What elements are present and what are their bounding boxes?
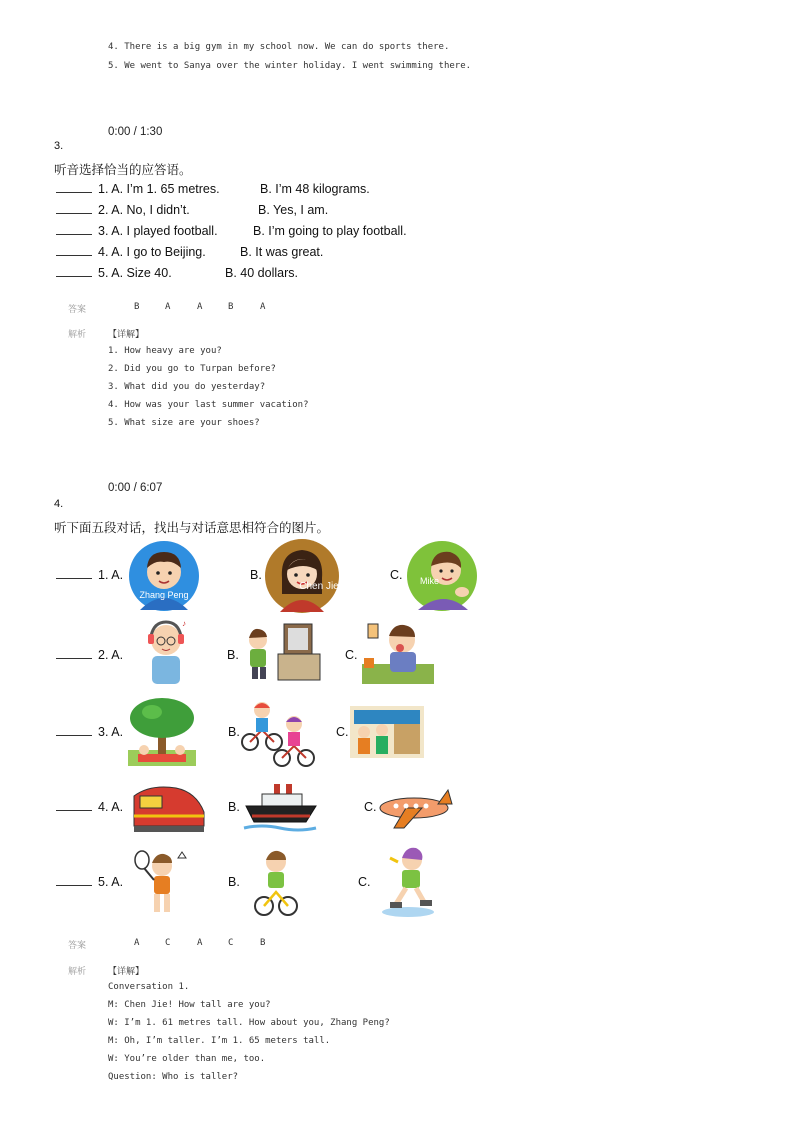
q4-explain-line: Question: Who is taller? — [108, 1072, 239, 1082]
picnic-under-tree-image — [128, 696, 196, 768]
q3-answer-4: B — [228, 302, 234, 312]
q4-answer-1: A — [134, 938, 140, 948]
boy-riding-bike-image — [254, 848, 298, 918]
girl-roller-skating-image — [380, 846, 436, 918]
question-4-instruction: 听下面五段对话，找出与对话意思相符合的图片。 — [54, 521, 330, 535]
q3-item-3-option-b: B. I’m going to play football. — [253, 224, 407, 238]
q3-item-2-option-b: B. Yes, I am. — [258, 203, 329, 217]
q4-row-5-option-b: B. — [228, 875, 240, 889]
q4-row-3-option-b: B. — [228, 725, 240, 739]
q3-item-1-option-b: B. I’m 48 kilograms. — [260, 182, 370, 196]
q4-answer-5: B — [260, 938, 266, 948]
answer-blank[interactable] — [56, 568, 92, 579]
q3-explain-line: 1. How heavy are you? — [108, 346, 222, 356]
q4-explain-line: Conversation 1. — [108, 982, 190, 992]
q4-row-1-option-c: C. — [390, 568, 403, 582]
avatar-name-label: Mike — [420, 576, 440, 586]
q4-answer-2: C — [165, 938, 171, 948]
q4-row-3-option-c: C. — [336, 725, 349, 739]
q4-explain-head: 【详解】 — [108, 967, 145, 977]
q4-row-4-option-b: B. — [228, 800, 240, 814]
boy-eating-picnic-image — [360, 618, 436, 690]
q3-item-5: 5. A. Size 40. — [56, 266, 172, 280]
q4-row-2-option-b: B. — [227, 648, 239, 662]
q3-item-4-option-b: B. It was great. — [240, 245, 324, 259]
q3-item-3: 3. A. I played football. — [56, 224, 218, 238]
q3-explain-line: 4. How was your last summer vacation? — [108, 400, 309, 410]
q3-answer-label: 答案 — [68, 304, 87, 314]
svg-text:♪: ♪ — [182, 619, 186, 628]
answer-blank[interactable] — [56, 224, 92, 235]
q4-row-2-option-c: C. — [345, 648, 358, 662]
q3-explain-line: 2. Did you go to Turpan before? — [108, 364, 276, 374]
q3-explain-line: 3. What did you do yesterday? — [108, 382, 266, 392]
answer-blank[interactable] — [56, 648, 92, 659]
q4-explain-label: 解析 — [68, 966, 87, 976]
q3-explain-line: 5. What size are your shoes? — [108, 418, 260, 428]
q3-explain-label: 解析 — [68, 329, 87, 339]
q4-explain-line: W: I’m 1. 61 metres tall. How about you, Zhang Peng? — [108, 1018, 390, 1028]
ship-image — [244, 782, 318, 834]
question-3-instruction: 听音选择恰当的应答语。 — [54, 163, 192, 177]
mike-avatar-image — [404, 540, 476, 612]
boy-watching-tv-image — [242, 618, 324, 684]
kids-riding-bikes-image — [240, 696, 314, 768]
girl-avatar-image — [264, 538, 342, 614]
q3-item-4: 4. A. I go to Beijing. — [56, 245, 206, 259]
answer-blank[interactable] — [56, 245, 92, 256]
q4-row-3: 3. A. — [56, 725, 123, 739]
option-a: A. I played football. — [111, 224, 218, 238]
train-image — [130, 782, 206, 834]
q4-row-5: 5. A. — [56, 875, 123, 889]
girl-with-headphones-image — [138, 616, 194, 690]
avatar-name-label: Chen Jie — [299, 581, 339, 592]
q4-explain-line: M: Chen Jie! How tall are you? — [108, 1000, 271, 1010]
audio-player-q3[interactable]: 0:00 / 1:30 — [108, 126, 163, 138]
q3-explain-head: 【详解】 — [108, 330, 145, 340]
q4-row-4-option-c: C. — [364, 800, 377, 814]
q4-row-5-option-c: C. — [358, 875, 371, 889]
q3-item-5-option-b: B. 40 dollars. — [225, 266, 298, 280]
q4-explain-line: M: Oh, I’m taller. I’m 1. 65 meters tall. — [108, 1036, 331, 1046]
answer-blank[interactable] — [56, 725, 92, 736]
q4-explain-line: W: You’re older than me, too. — [108, 1054, 266, 1064]
answer-blank[interactable] — [56, 203, 92, 214]
prev-explanation-line-4: 4. There is a big gym in my school now. We can do sports there. — [108, 42, 450, 52]
q4-row-2: 2. A. — [56, 648, 123, 662]
q4-answer-label: 答案 — [68, 940, 87, 950]
option-a: A. I go to Beijing. — [111, 245, 206, 259]
answer-blank[interactable] — [56, 875, 92, 886]
boy-avatar-image — [128, 540, 202, 612]
answer-blank[interactable] — [56, 800, 92, 811]
q4-row-1: 1. A. — [56, 568, 123, 582]
q3-answer-3: A — [197, 302, 203, 312]
option-a: A. I’m 1. 65 metres. — [111, 182, 220, 196]
airplane-image — [376, 786, 454, 830]
shopping-store-image — [350, 706, 424, 758]
q3-answer-1: B — [134, 302, 140, 312]
question-number-3: 3. — [54, 140, 64, 152]
answer-blank[interactable] — [56, 266, 92, 277]
avatar-name-label: Zhang Peng — [139, 590, 189, 600]
q3-item-2: 2. A. No, I didn’t. — [56, 203, 190, 217]
q4-answer-3: A — [197, 938, 203, 948]
q4-row-1-option-b: B. — [250, 568, 262, 582]
audio-player-q4[interactable]: 0:00 / 6:07 — [108, 482, 163, 494]
q3-answer-5: A — [260, 302, 266, 312]
q4-answer-4: C — [228, 938, 234, 948]
q3-item-1: 1. A. I’m 1. 65 metres. — [56, 182, 220, 196]
q3-answer-2: A — [165, 302, 171, 312]
q4-row-4: 4. A. — [56, 800, 123, 814]
option-a: A. Size 40. — [111, 266, 172, 280]
boy-playing-badminton-image — [132, 848, 188, 920]
option-a: A. No, I didn’t. — [111, 203, 190, 217]
prev-explanation-line-5: 5. We went to Sanya over the winter holiday. I went swimming there. — [108, 61, 472, 71]
question-number-4: 4. — [54, 498, 64, 510]
answer-blank[interactable] — [56, 182, 92, 193]
